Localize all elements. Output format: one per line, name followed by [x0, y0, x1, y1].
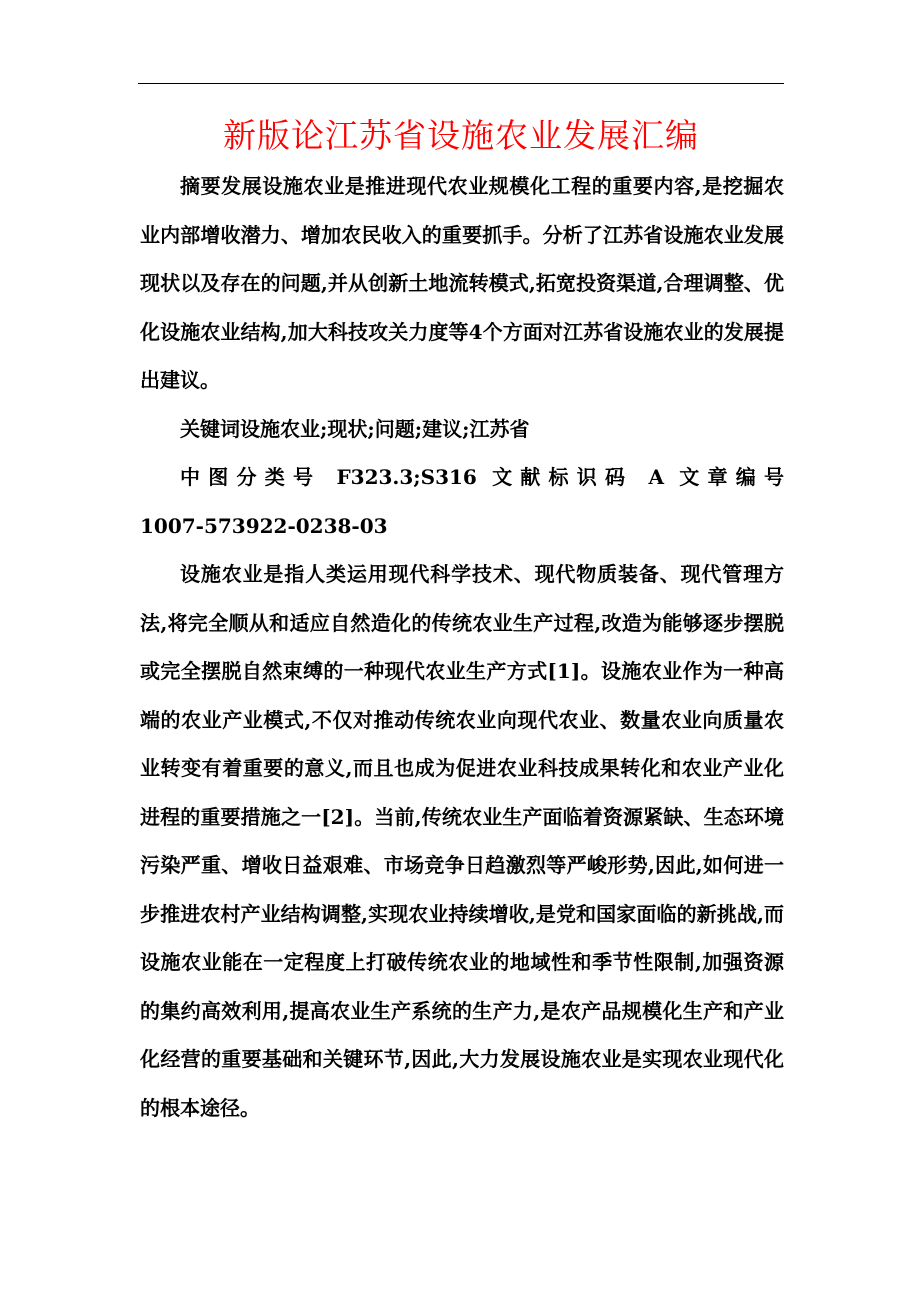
classification-line: 中图分类号 F323.3;S316 文献标识码 A 文章编号 [180, 465, 784, 489]
article-number: 1007-573922-0238-03 [140, 513, 388, 538]
abstract-paragraph: 摘要发展设施农业是推进现代农业规模化工程的重要内容,是挖掘农业内部增收潜力、增加农民收入的重要抓手。分析了江苏省设施农业发展现状以及存在的问题,并从创新土地流转模式,拓宽投资渠道,合理调整、优化设施农业结构,加大科技攻关力度等4个方面对江苏省设施农业的发展提出建议。 [140, 174, 784, 392]
header-rule [138, 83, 784, 84]
document-body [140, 162, 784, 1132]
document-title: 新版论江苏省设施农业发展汇编 [223, 116, 699, 155]
body-paragraph: 设施农业是指人类运用现代科学技术、现代物质装备、现代管理方法,将完全顺从和适应自然造化的传统农业生产过程,改造为能够逐步摆脱或完全摆脱自然束缚的一种现代农业生产方式[1]。设施农业作为一种高端的农业产业模式,不仅对推动传统农业向现代农业、数量农业向质量农业转变有着重要的意义,而且也成为促进农业科技成果转化和农业产业化进程的重要措施之一[2]。当前,传统农业生产面临着资源紧缺、生态环境污染严重、增收日益艰难、市场竞争日趋激烈等严峻形势,因此,如何进一步推进农村产业结构调整,实现农业持续增收,是党和国家面临的新挑战,而设施农业能在一定程度上打破传统农业的地域性和季节性限制,加强资源的集约高效利用,提高农业生产系统的生产力,是农产品规模化生产和产业化经营的重要基础和关键环节,因此,大力发展设施农业是实现农业现代化的根本途径。 [140, 562, 784, 1120]
keywords-paragraph: 关键词设施农业;现状;问题;建议;江苏省 [180, 416, 530, 441]
